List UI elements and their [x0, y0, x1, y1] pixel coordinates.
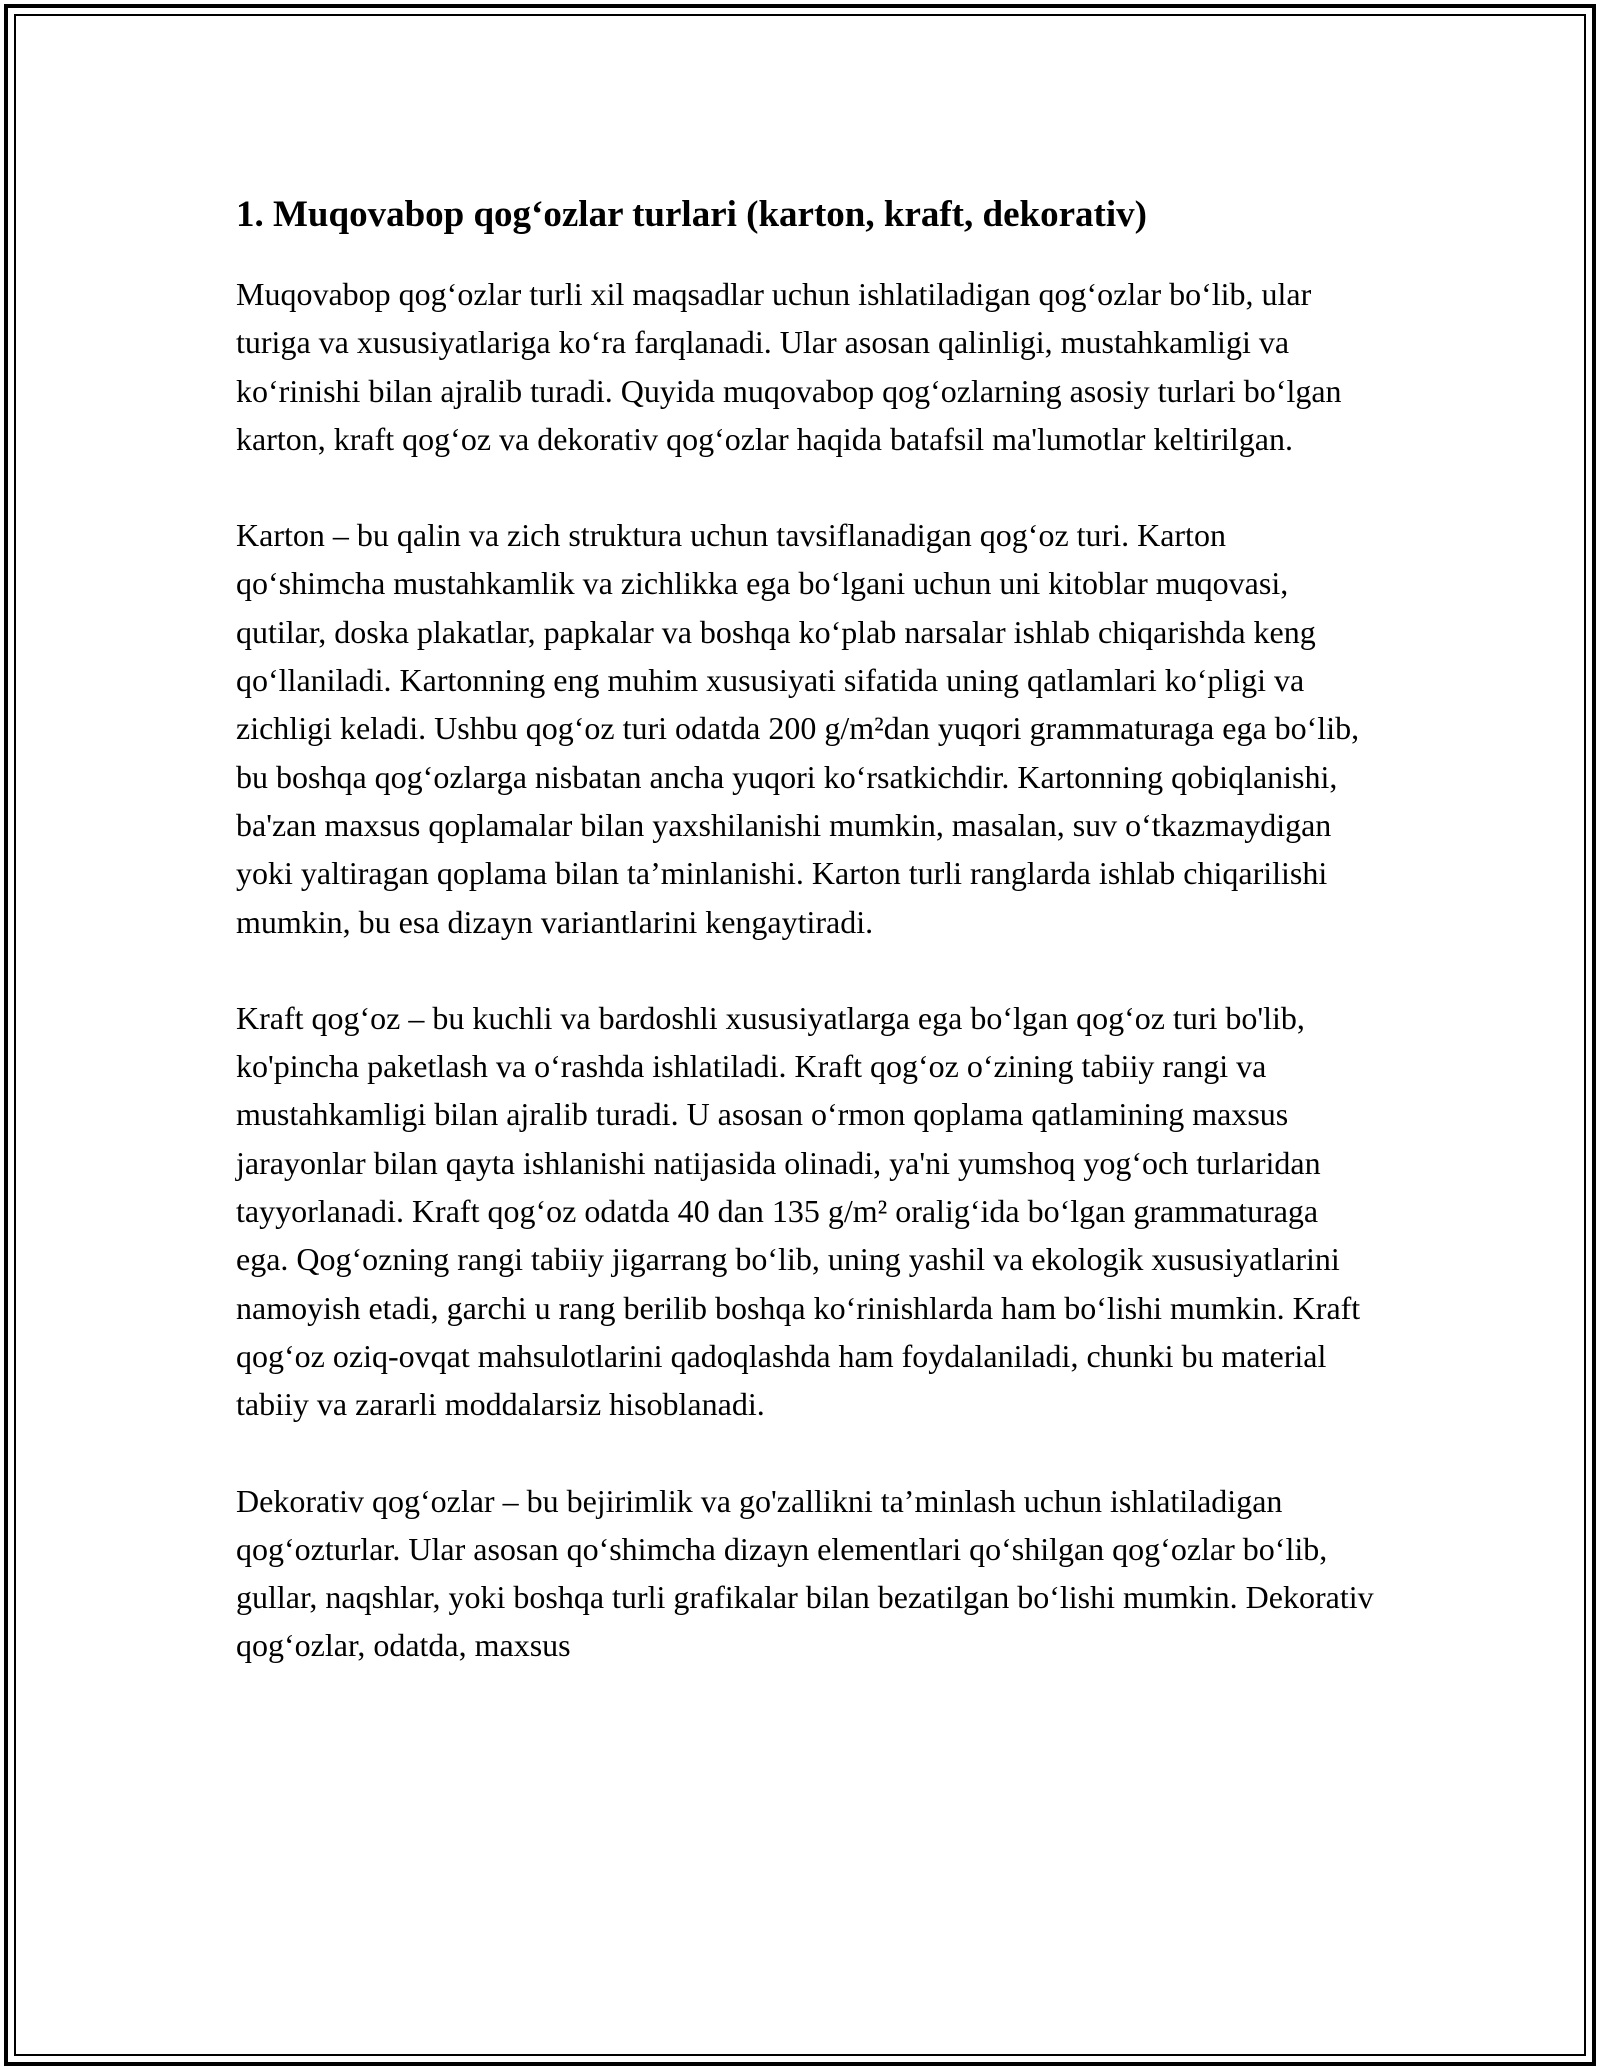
section-heading: 1. Muqovabop qog‘ozlar turlari (karton, kraft, dekorativ) [236, 194, 1147, 235]
document-body [236, 190, 1376, 1718]
paragraph-intro: Muqovabop qog‘ozlar turli xil maqsadlar uchun ishlatiladigan qog‘ozlar bo‘lib, ular turiga va xususiyatlariga ko‘ra farqlanadi. Ular asosan qalinligi, mustahkamligi va ko‘rinishi bilan ajralib turadi. Quyida muqovabop qog‘ozlarning asosiy turlari bo‘lgan karton, kraft qog‘oz va dekorativ qog‘ozlar haqida batafsil ma'lumotlar keltirilgan. [236, 276, 1342, 457]
paragraph-karton: Karton – bu qalin va zich struktura uchun tavsiflanadigan qog‘oz turi. Karton qo‘shimcha mustahkamlik va zichlikka ega bo‘lgani uchun uni kitoblar muqovasi, qutilar, doska plakatlar, papkalar va boshqa ko‘plab narsalar ishlab chiqarishda keng qo‘llaniladi. Kartonning eng muhim xususiyati sifatida uning qatlamlari ko‘pligi va zichligi keladi. Ushbu qog‘oz turi odatda 200 g/m²dan yuqori grammaturaga ega bo‘lib, bu boshqa qog‘ozlarga nisbatan ancha yuqori ko‘rsatkichdir. Kartonning qobiqlanishi, ba'zan maxsus qoplamalar bilan yaxshilanishi mumkin, masalan, suv o‘tkazmaydigan yoki yaltiragan qoplama bilan ta’minlanishi. Karton turli ranglarda ishlab chiqarilishi mumkin, bu esa dizayn variantlarini kengaytiradi. [236, 517, 1360, 940]
paragraph-kraft: Kraft qog‘oz – bu kuchli va bardoshli xususiyatlarga ega bo‘lgan qog‘oz turi bo'lib, ko'pincha paketlash va o‘rashda ishlatiladi. Kraft qog‘oz o‘zining tabiiy rangi va mustahkamligi bilan ajralib turadi. U asosan o‘rmon qoplama qatlamining maxsus jarayonlar bilan qayta ishlanishi natijasida olinadi, ya'ni yumshoq yog‘och turlaridan tayyorlanadi. Kraft qog‘oz odatda 40 dan 135 g/m² oralig‘ida bo‘lgan grammaturaga ega. Qog‘ozning rangi tabiiy jigarrang bo‘lib, uning yashil va ekologik xususiyatlarini namoyish etadi, garchi u rang berilib boshqa ko‘rinishlarda ham bo‘lishi mumkin. Kraft qog‘oz oziq-ovqat mahsulotlarini qadoqlashda ham foydalaniladi, chunki bu material tabiiy va zararli moddalarsiz hisoblanadi. [236, 999, 1361, 1423]
paragraph-dekorativ: Dekorativ qog‘ozlar – bu bejirimlik va go'zallikni ta’minlash uchun ishlatiladigan qog‘ozturlar. Ular asosan qo‘shimcha dizayn elementlari qo‘shilgan qog‘ozlar bo‘lib, gullar, naqshlar, yoki boshqa turli grafikalar bilan bezatilgan bo‘lishi mumkin. Dekorativ qog‘ozlar, odatda, maxsus [236, 1482, 1374, 1664]
